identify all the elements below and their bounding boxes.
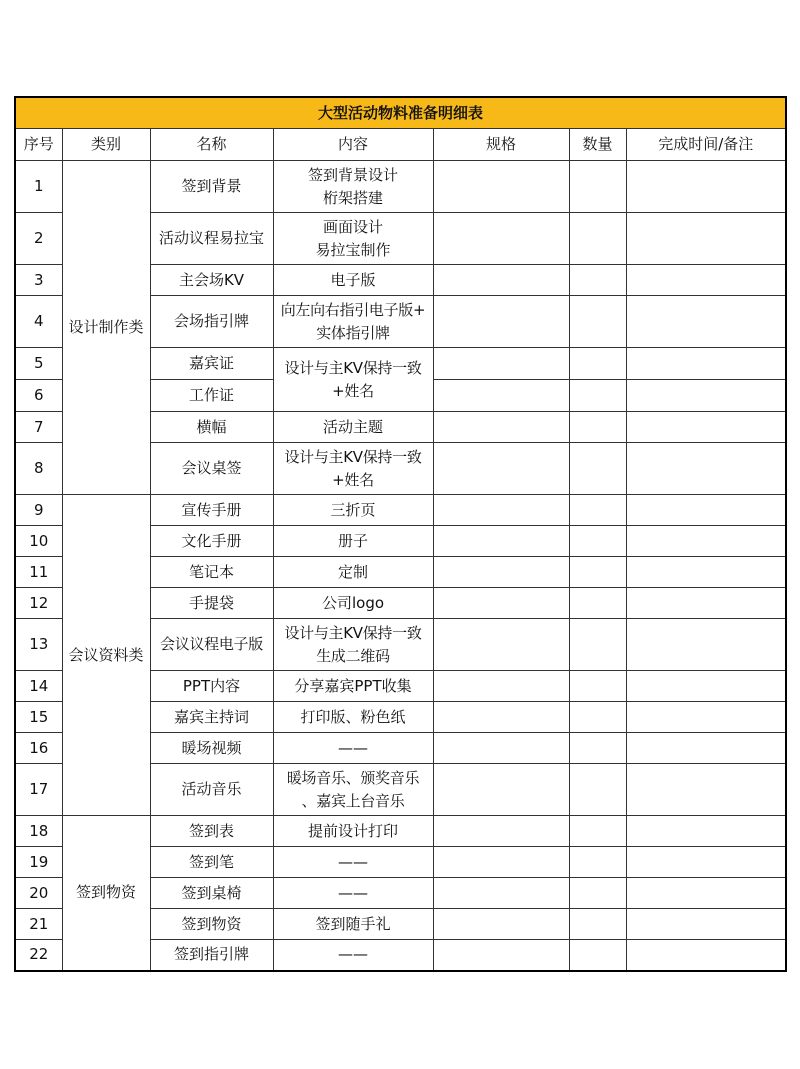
spec-cell[interactable] [433,671,569,702]
remark-cell[interactable] [626,380,786,412]
category-cell: 设计制作类 [62,161,150,495]
quantity-cell[interactable] [569,671,626,702]
row-no: 3 [15,265,62,296]
header-spec: 规格 [433,129,569,161]
row-content: —— [273,940,433,971]
row-name: 横幅 [150,412,273,443]
quantity-cell[interactable] [569,940,626,971]
row-content: 分享嘉宾PPT收集 [273,671,433,702]
spec-cell[interactable] [433,161,569,213]
remark-cell[interactable] [626,764,786,816]
spec-cell[interactable] [433,495,569,526]
remark-cell[interactable] [626,671,786,702]
quantity-cell[interactable] [569,161,626,213]
remark-cell[interactable] [626,816,786,847]
row-content: 暖场音乐、颁奖音乐 、嘉宾上台音乐 [273,764,433,816]
quantity-cell[interactable] [569,348,626,380]
remark-cell[interactable] [626,265,786,296]
row-content: 向左向右指引电子版+ 实体指引牌 [273,296,433,348]
row-content: 定制 [273,557,433,588]
row-content: 公司logo [273,588,433,619]
row-no: 2 [15,213,62,265]
spec-cell[interactable] [433,412,569,443]
quantity-cell[interactable] [569,816,626,847]
quantity-cell[interactable] [569,296,626,348]
row-no: 21 [15,909,62,940]
quantity-cell[interactable] [569,213,626,265]
spec-cell[interactable] [433,588,569,619]
row-no: 15 [15,702,62,733]
row-name: 嘉宾证 [150,348,273,380]
row-name: 签到背景 [150,161,273,213]
row-content: 电子版 [273,265,433,296]
row-name: 活动音乐 [150,764,273,816]
remark-cell[interactable] [626,588,786,619]
spec-cell[interactable] [433,909,569,940]
row-content: 提前设计打印 [273,816,433,847]
spec-cell[interactable] [433,764,569,816]
spec-cell[interactable] [433,526,569,557]
remark-cell[interactable] [626,348,786,380]
spec-cell[interactable] [433,847,569,878]
row-no: 9 [15,495,62,526]
quantity-cell[interactable] [569,847,626,878]
row-no: 14 [15,671,62,702]
spec-cell[interactable] [433,348,569,380]
row-name: 手提袋 [150,588,273,619]
quantity-cell[interactable] [569,412,626,443]
spec-cell[interactable] [433,733,569,764]
material-table [14,96,787,972]
quantity-cell[interactable] [569,764,626,816]
remark-cell[interactable] [626,213,786,265]
quantity-cell[interactable] [569,380,626,412]
quantity-cell[interactable] [569,588,626,619]
row-content: 设计与主KV保持一致 +姓名 [273,443,433,495]
header-remark: 完成时间/备注 [626,129,786,161]
quantity-cell[interactable] [569,702,626,733]
spec-cell[interactable] [433,296,569,348]
row-name: 会议桌签 [150,443,273,495]
quantity-cell[interactable] [569,495,626,526]
row-content: 画面设计 易拉宝制作 [273,213,433,265]
row-no: 22 [15,940,62,971]
remark-cell[interactable] [626,702,786,733]
spec-cell[interactable] [433,619,569,671]
remark-cell[interactable] [626,847,786,878]
row-content: —— [273,733,433,764]
remark-cell[interactable] [626,733,786,764]
quantity-cell[interactable] [569,526,626,557]
row-name: 签到指引牌 [150,940,273,971]
row-no: 13 [15,619,62,671]
header-quantity: 数量 [569,129,626,161]
row-name: 签到表 [150,816,273,847]
row-name: 活动议程易拉宝 [150,213,273,265]
spec-cell[interactable] [433,443,569,495]
row-name: PPT内容 [150,671,273,702]
row-no: 16 [15,733,62,764]
row-content: 活动主题 [273,412,433,443]
row-no: 12 [15,588,62,619]
header-no: 序号 [15,129,62,161]
remark-cell[interactable] [626,878,786,909]
row-no: 17 [15,764,62,816]
remark-cell[interactable] [626,526,786,557]
row-no: 18 [15,816,62,847]
quantity-cell[interactable] [569,557,626,588]
spec-cell[interactable] [433,265,569,296]
row-no: 5 [15,348,62,380]
spec-cell[interactable] [433,702,569,733]
remark-cell[interactable] [626,909,786,940]
remark-cell[interactable] [626,495,786,526]
remark-cell[interactable] [626,940,786,971]
table-title: 大型活动物料准备明细表 [15,97,786,129]
quantity-cell[interactable] [569,909,626,940]
remark-cell[interactable] [626,443,786,495]
quantity-cell[interactable] [569,443,626,495]
row-name: 嘉宾主持词 [150,702,273,733]
quantity-cell[interactable] [569,619,626,671]
spec-cell[interactable] [433,213,569,265]
row-content: 设计与主KV保持一致 生成二维码 [273,619,433,671]
spec-cell[interactable] [433,940,569,971]
spec-cell[interactable] [433,557,569,588]
row-name: 会议议程电子版 [150,619,273,671]
row-no: 10 [15,526,62,557]
row-content: 签到随手礼 [273,909,433,940]
row-name: 签到桌椅 [150,878,273,909]
table-row [15,495,786,526]
row-content: 打印版、粉色纸 [273,702,433,733]
row-name: 签到物资 [150,909,273,940]
header-category: 类别 [62,129,150,161]
spec-cell[interactable] [433,816,569,847]
row-name: 文化手册 [150,526,273,557]
row-no: 7 [15,412,62,443]
remark-cell[interactable] [626,619,786,671]
row-no: 1 [15,161,62,213]
remark-cell[interactable] [626,296,786,348]
row-no: 8 [15,443,62,495]
row-name: 工作证 [150,380,273,412]
category-cell: 签到物资 [62,816,150,971]
row-no: 19 [15,847,62,878]
row-name: 宣传手册 [150,495,273,526]
category-cell: 会议资料类 [62,495,150,816]
table-row [15,161,786,213]
spec-cell[interactable] [433,380,569,412]
row-name: 会场指引牌 [150,296,273,348]
quantity-cell[interactable] [569,733,626,764]
row-no: 4 [15,296,62,348]
remark-cell[interactable] [626,161,786,213]
row-content: 设计与主KV保持一致 +姓名 [273,348,433,412]
row-content: 册子 [273,526,433,557]
row-content: 签到背景设计 桁架搭建 [273,161,433,213]
remark-cell[interactable] [626,557,786,588]
table-row [15,816,786,847]
row-no: 11 [15,557,62,588]
row-name: 笔记本 [150,557,273,588]
row-content: —— [273,878,433,909]
row-name: 主会场KV [150,265,273,296]
row-no: 6 [15,380,62,412]
row-content: 三折页 [273,495,433,526]
header-name: 名称 [150,129,273,161]
row-name: 暖场视频 [150,733,273,764]
row-content: —— [273,847,433,878]
row-no: 20 [15,878,62,909]
spec-cell[interactable] [433,878,569,909]
remark-cell[interactable] [626,412,786,443]
row-name: 签到笔 [150,847,273,878]
quantity-cell[interactable] [569,878,626,909]
header-content: 内容 [273,129,433,161]
quantity-cell[interactable] [569,265,626,296]
